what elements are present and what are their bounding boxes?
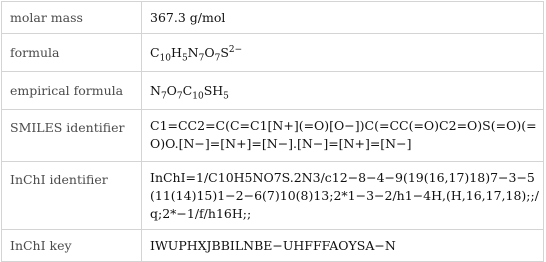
table-row-molar-mass <box>2 2 544 34</box>
formula-subscript: 7 <box>160 91 167 101</box>
row-label-inchi-key: InChI key <box>2 230 142 262</box>
formula-subscript: 10 <box>159 53 172 63</box>
formula-element: H <box>171 44 182 60</box>
table-row-inchi-key <box>2 230 544 262</box>
row-value-molar-mass: 367.3 g/mol <box>142 2 544 34</box>
row-label-formula: formula <box>2 34 142 72</box>
row-value-empirical-formula <box>142 72 544 110</box>
formula-element: S <box>220 44 229 60</box>
row-value-inchi-key: IWUPHXJBBILNBE−UHFFFAOYSA−N <box>142 230 544 262</box>
formula-subscript: 7 <box>176 91 183 101</box>
row-label-smiles: SMILES identifier <box>2 110 142 162</box>
formula-element: N <box>187 44 199 60</box>
formula-element: C <box>150 44 160 60</box>
formula-subscript: 5 <box>223 91 229 101</box>
properties-table <box>1 1 544 262</box>
table-row-smiles <box>2 110 544 162</box>
formula-element: C <box>182 82 193 98</box>
formula-subscript: 5 <box>181 53 188 63</box>
row-value-formula <box>142 34 544 72</box>
formula-subscript: 10 <box>192 91 204 101</box>
formula-subscript: 7 <box>214 53 221 63</box>
formula-element: O <box>166 82 177 98</box>
row-label-empirical-formula: empirical formula <box>2 72 142 110</box>
row-value-inchi: InChI=1/C10H5NO7S.2N3/c12−8−4−9(19(16,17)18)7−3−5(11(14)15)1−2−6(7)10(8)13;2*1−3−2/h1−4H,(H,16,17,18);;/q;2*−1/f/h16H;; <box>142 162 544 230</box>
formula-element: SH <box>203 82 224 98</box>
row-value-smiles: C1=CC2=C(C=C1[N+](=O)[O−])C(=CC(=O)C2=O)S(=O)(=O)O.[N−]=[N+]=[N−].[N−]=[N+]=[N−] <box>142 110 544 162</box>
table-row-empirical-formula <box>2 72 544 110</box>
formula-subscript: 7 <box>198 53 205 63</box>
formula-element: O <box>204 44 215 60</box>
formula-supscript: 2− <box>228 44 243 55</box>
row-label-molar-mass: molar mass <box>2 2 142 34</box>
row-label-inchi: InChI identifier <box>2 162 142 230</box>
formula-element: N <box>150 82 161 98</box>
table-row-inchi <box>2 162 544 230</box>
table-row-formula <box>2 34 544 72</box>
